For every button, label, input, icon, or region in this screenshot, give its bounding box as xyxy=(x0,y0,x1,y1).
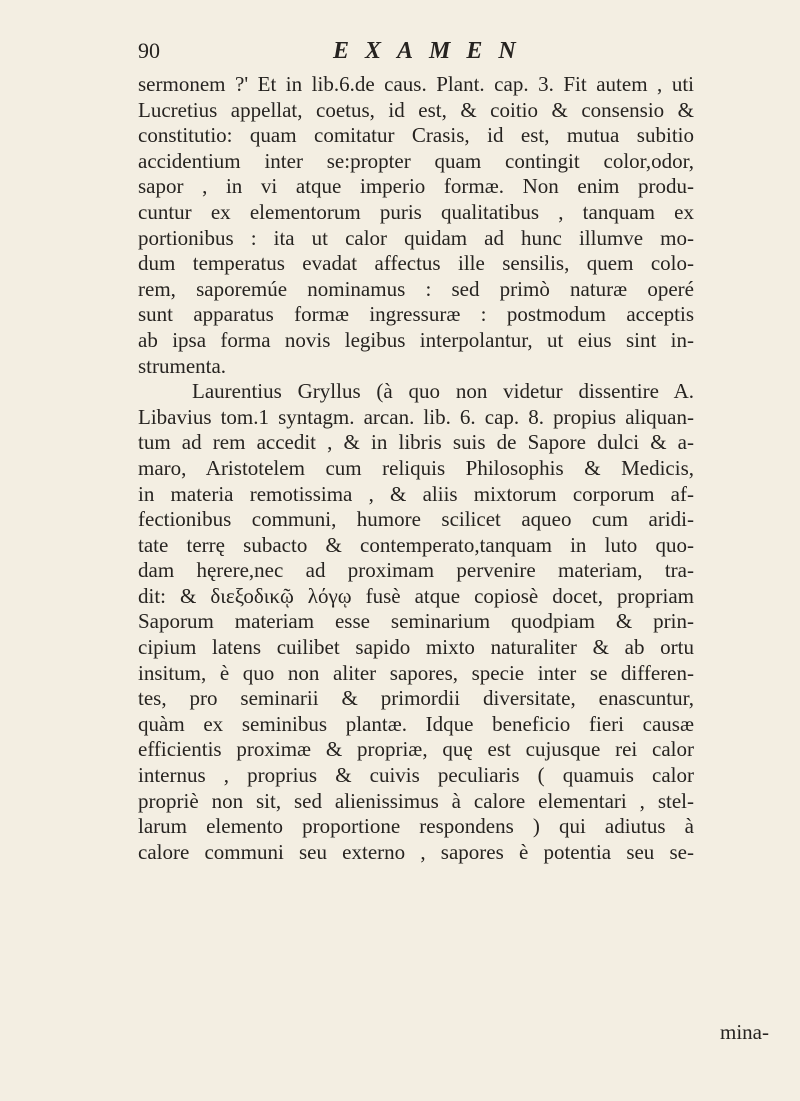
text-line: insitum, è quo non aliter sapores, specie inter se differen- xyxy=(138,660,694,685)
text-line: Saporum materiam esse seminarium quodpiam & prin- xyxy=(138,609,694,634)
page-number: 90 xyxy=(138,38,160,63)
text-line: propriè non sit, sed alienissimus à calore elementari , stel- xyxy=(138,788,694,813)
running-head: EXAMEN xyxy=(333,38,532,64)
text-line: tum ad rem accedit , & in libris suis de Sapore dulci & a- xyxy=(138,430,694,455)
page-header xyxy=(138,32,698,72)
text-line: strumenta. xyxy=(138,353,227,378)
text-line: tes, pro seminarii & primordii diversitate, enascuntur, xyxy=(138,686,694,711)
text-line: dum temperatus evadat affectus ille sensilis, quem colo- xyxy=(138,251,694,276)
text-line: dam hęrere,nec ad proximam pervenire materiam, tra- xyxy=(138,558,694,583)
text-line: maro, Aristotelem cum reliquis Philosophis & Medicis, xyxy=(138,455,694,480)
text-line: in materia remotissima , & aliis mixtorum corporum af- xyxy=(138,481,694,506)
text-line: dit: & διεξοδικῷ λόγῳ fusè atque copiosè docet, propriam xyxy=(138,583,694,608)
text-line: Laurentius Gryllus (à quo non videtur dissentire A. xyxy=(192,379,694,404)
text-line: Libavius tom.1 syntagm. arcan. lib. 6. cap. 8. propius aliquan- xyxy=(138,404,694,429)
text-line: efficientis proximæ & propriæ, quę est cujusque rei calor xyxy=(138,737,694,762)
text-line: ab ipsa forma novis legibus interpolantur, ut eius sint in- xyxy=(138,327,694,352)
text-line: internus , proprius & cuivis peculiaris ( quamuis calor xyxy=(138,763,694,788)
text-line: calore communi seu externo , sapores è potentia seu se- xyxy=(138,839,694,864)
text-line: Lucretius appellat, coetus, id est, & coitio & consensio & xyxy=(138,97,694,122)
text-line: rem, saporemúe nominamus : sed primò naturæ operé xyxy=(138,276,694,301)
text-line: quàm ex seminibus plantæ. Idque beneficio fieri causæ xyxy=(138,711,694,736)
text-line: larum elemento proportione respondens ) qui adiutus à xyxy=(138,814,694,839)
text-line: sermonem ?' Et in lib.6.de caus. Plant. cap. 3. Fit autem , uti xyxy=(138,72,694,96)
text-line: tate terrę subacto & contemperato,tanquam in luto quo- xyxy=(138,532,694,557)
catchword: mina- xyxy=(720,1020,769,1044)
text-line: portionibus : ita ut calor quidam ad hunc illumve mo- xyxy=(138,225,694,250)
body-text xyxy=(138,72,694,865)
text-line: cuntur ex elementorum puris qualitatibus , tanquam ex xyxy=(138,199,694,224)
text-line: accidentium inter se:propter quam contingit color,odor, xyxy=(138,148,694,173)
text-line: cipium latens cuilibet sapido mixto naturaliter & ab ortu xyxy=(138,635,694,660)
text-line: sunt apparatus formæ ingressuræ : postmodum acceptis xyxy=(138,302,694,327)
text-line: fectionibus communi, humore scilicet aqueo cum aridi- xyxy=(138,507,694,532)
text-line: sapor , in vi atque imperio formæ. Non enim produ- xyxy=(138,174,694,199)
text-line: constitutio: quam comitatur Crasis, id est, mutua subitio xyxy=(138,123,694,148)
